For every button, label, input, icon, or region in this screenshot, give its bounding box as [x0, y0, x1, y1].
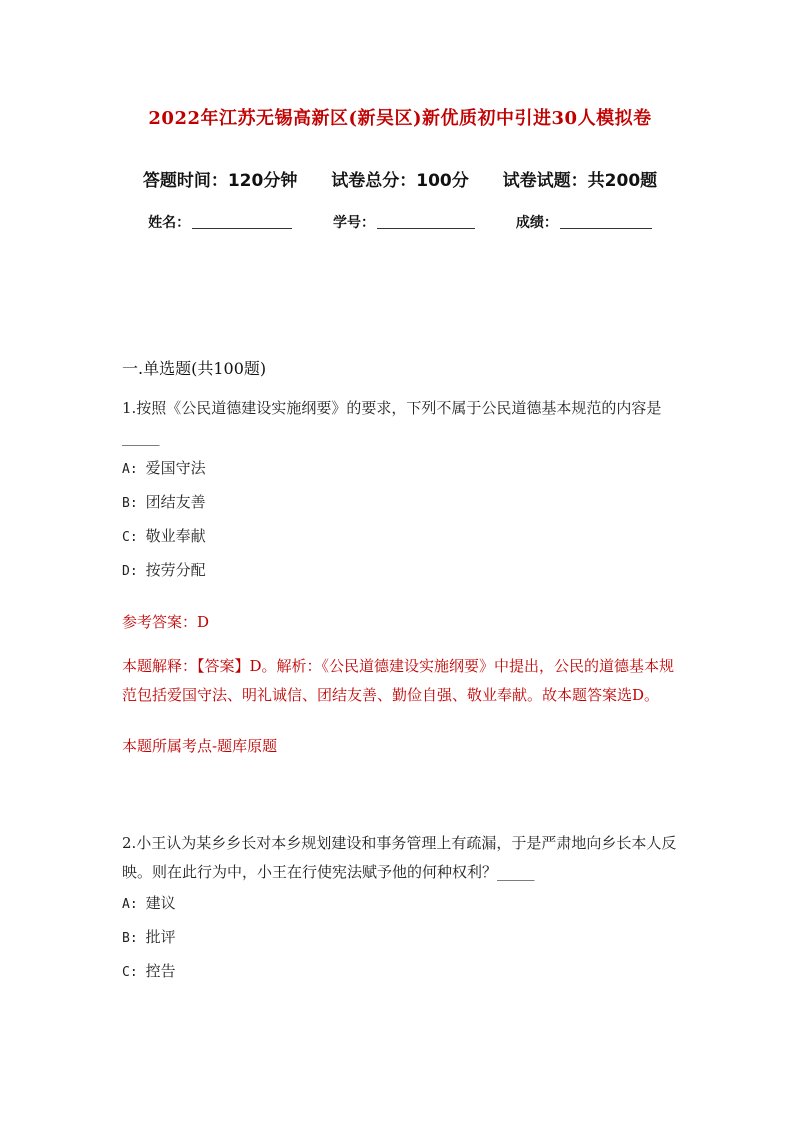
option-text: 建议 [145, 894, 176, 912]
option-letter: B: [122, 931, 138, 946]
student-id-label: 学号： [333, 215, 375, 231]
option-c [122, 520, 682, 554]
option-c [122, 955, 682, 989]
option-text: 敬业奉献 [145, 527, 206, 545]
exam-question-count: 试卷试题：共200题 [502, 171, 658, 191]
question-2 [122, 829, 682, 989]
exam-time: 答题时间：120分钟 [142, 171, 298, 191]
answer-explanation: 本题解释：【答案】D。解析：《公民道德建设实施纲要》中提出，公民的道德基本规范包括爱国守法、明礼诚信、团结友善、勤俭自强、敬业奉献。故本题答案选D。 [122, 657, 675, 704]
question-topic: 本题所属考点-题库原题 [122, 737, 278, 755]
option-letter: A: [122, 462, 138, 477]
option-text: 爱国守法 [145, 459, 206, 477]
option-letter: D: [122, 564, 138, 579]
option-a [122, 887, 682, 921]
name-blank-line [192, 214, 292, 229]
question-1 [122, 394, 682, 761]
question-stem: 2.小王认为某乡乡长对本乡规划建设和事务管理上有疏漏，于是严肃地向乡长本人反映。则在此行为中，小王在行使宪法赋予他的何种权利？_____ [122, 834, 677, 881]
option-letter: C: [122, 530, 138, 545]
score-field [516, 212, 652, 232]
question-list [122, 394, 682, 989]
option-b [122, 921, 682, 955]
score-label: 成绩： [515, 215, 558, 231]
student-id-field [333, 212, 475, 232]
option-text: 按劳分配 [145, 561, 206, 579]
option-d [122, 554, 682, 588]
name-field [148, 212, 292, 232]
section-heading: 一.单选题(共100题) [122, 359, 267, 378]
option-letter: A: [122, 897, 138, 912]
option-letter: C: [122, 965, 138, 980]
name-label: 姓名： [148, 215, 191, 231]
reference-answer: 参考答案：D [122, 613, 210, 631]
exam-info [0, 166, 800, 191]
option-text: 控告 [145, 962, 176, 980]
option-letter: B: [122, 496, 138, 511]
exam-total-score: 试卷总分：100分 [331, 171, 469, 191]
option-b [122, 486, 682, 520]
question-stem: 1.按照《公民道德建设实施纲要》的要求，下列不属于公民道德基本规范的内容是_____ [122, 399, 662, 446]
candidate-info [0, 212, 800, 232]
option-text: 批评 [145, 928, 176, 946]
option-a [122, 452, 682, 486]
student-id-blank-line [377, 214, 475, 229]
option-text: 团结友善 [145, 493, 206, 511]
score-blank-line [560, 214, 652, 229]
page-title: 2022年江苏无锡高新区(新吴区)新优质初中引进30人模拟卷 [148, 108, 652, 129]
